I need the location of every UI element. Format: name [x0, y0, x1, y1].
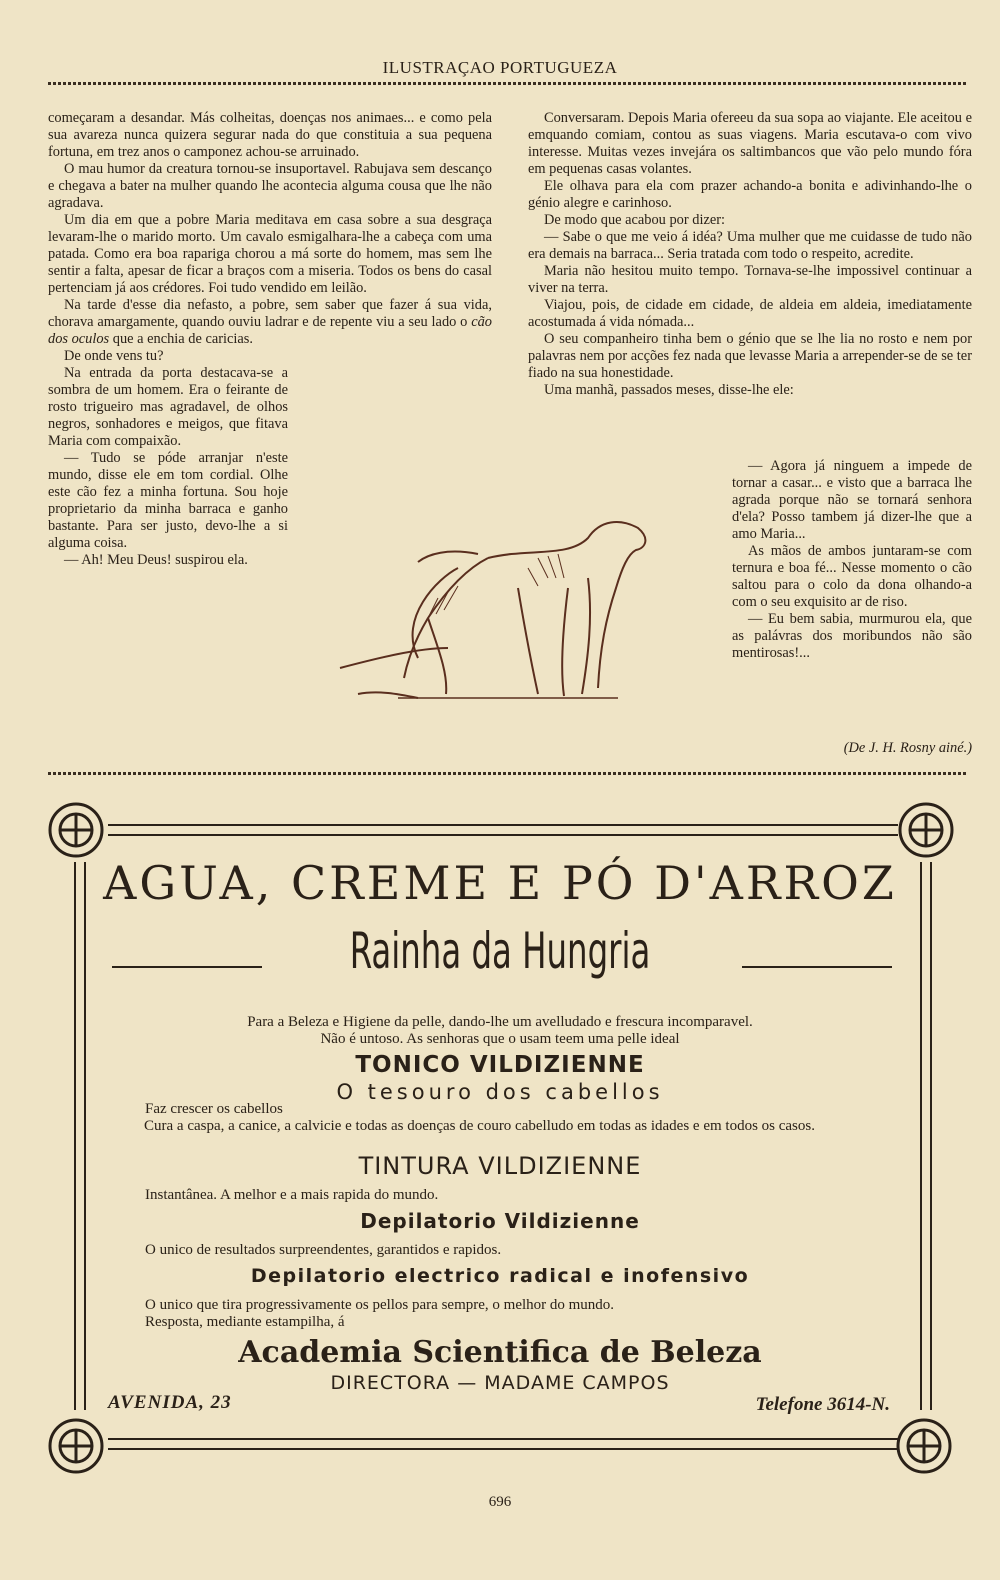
author-credit: (De J. H. Rosny ainé.): [843, 740, 972, 756]
paragraph: Ele olhava para ela com prazer achando-a bonita e adivinhando-lhe o génio alegre e carinhoso.: [528, 178, 972, 211]
paragraph: Maria não hesitou muito tempo. Tornava-se-lhe impossivel continuar a viver na terra.: [528, 263, 972, 296]
top-dotted-rule: [48, 82, 968, 85]
paragraph: De onde vens tu?: [64, 348, 164, 364]
page-number: 696: [488, 1494, 512, 1510]
ad-frame-bottom-line: [108, 1448, 898, 1450]
ad-frame-top-line: [108, 834, 898, 836]
ad-title: AGUA, CREME E PÓ D'ARROZ: [103, 856, 897, 910]
paragraph: — Eu bem sabia, murmurou ela, que as palávras dos moribundos não são mentirosas!...: [732, 611, 972, 661]
dog-illustration: [338, 498, 658, 718]
paragraph: [48, 297, 492, 348]
ad-line: Não é untoso. As senhoras que o usam teem uma pelle ideal: [320, 1031, 680, 1047]
product-title-depilatorio-electrico: Depilatorio electrico radical e inofensivo: [250, 1265, 750, 1287]
paragraph-text: Na tarde d'esse dia nefasto, a pobre, sem saber que fazer á sua vida, chorava amargamente, quando ouviu ladrar e de repente viu a seu lado o: [48, 297, 492, 330]
ad-line: Faz crescer os cabellos: [145, 1101, 283, 1117]
article-column-right: [528, 110, 972, 756]
corner-ornament-icon: [894, 1416, 954, 1476]
ad-frame-left-line: [84, 862, 86, 1410]
product-subtitle-tonico: O tesouro dos cabellos: [336, 1080, 664, 1104]
narrow-block: [732, 458, 972, 662]
ad-frame-top-line: [108, 824, 898, 826]
paragraph: De modo que acabou por dizer:: [544, 212, 726, 228]
paragraph: As mãos de ambos juntaram-se com ternura e boa fé... Nesse momento o cão saltou para o colo da dona olhando-a com o seu exquisito ar de riso.: [732, 543, 972, 610]
ad-line: O unico que tira progressivamente os pellos para sempre, o melhor do mundo.: [145, 1297, 615, 1313]
ad-frame-right-line: [930, 862, 932, 1410]
ad-line: O unico de resultados surpreendentes, garantidos e rapidos.: [145, 1242, 502, 1258]
ad-frame-right-line: [920, 862, 922, 1410]
paragraph-text: que a enchia de caricias.: [112, 331, 254, 347]
directora-line: DIRECTORA — MADAME CAMPOS: [330, 1372, 670, 1394]
product-title-depilatorio: Depilatorio Vildizienne: [360, 1209, 640, 1233]
phone-number: Telefone 3614-N.: [755, 1394, 890, 1415]
paragraph: — Sabe o que me veio á idéa? Uma mulher que me cuidasse de tudo não era demais na barraca... Seria tratada com todo o respeito, acredite.: [528, 229, 972, 262]
corner-ornament-icon: [46, 800, 106, 860]
paragraph: Viajou, pois, de cidade em cidade, de aldeia em aldeia, imediatamente acostumada á vida nómada...: [528, 297, 972, 330]
academia-title: Academia Scientifica de Beleza: [238, 1335, 762, 1370]
paragraph: O seu companheiro tinha bem o génio que se lhe lia no rosto e nem por palavras nem por acções fez nada que levasse Maria a arrepender-se de se ter fiado na sua honestidade.: [528, 331, 972, 381]
paragraph: — Tudo se póde arranjar n'este mundo, disse ele em tom cordial. Olhe este cão fez a minha fortuna. Sou hoje proprietario da minha barraca e ganho bastante. Para ser justo, devo-lhe a si alguma coisa.: [48, 450, 288, 551]
ad-line: Para a Beleza e Higiene da pelle, dando-lhe um avelludado e frescura incomparavel.: [247, 1014, 753, 1030]
ad-line: Resposta, mediante estampilha, á: [145, 1314, 345, 1330]
paragraph: começaram a desandar. Más colheitas, doenças nos animaes... e como pela sua avareza nunca quizera segurar nada do que constituia a sua pequena fortuna, em trez anos o camponez achou-se arruinado.: [48, 110, 492, 160]
address: AVENIDA, 23: [108, 1392, 232, 1413]
paragraph: — Agora já ninguem a impede de tornar a casar... e visto que a barraca lhe agrada porque não se tornará senhora d'ela? Posso tambem já dizer-lhe que a amo Maria...: [732, 458, 972, 542]
ad-subtitle: Rainha da Hungria: [349, 922, 651, 980]
ad-line: Cura a caspa, a canice, a calvicie e todas as doenças de couro cabelludo em todas as idades e em todos os casos.: [144, 1118, 815, 1134]
paragraph: O mau humor da creatura tornou-se insuportavel. Rabujava sem descanço e chegava a bater na mulher quando lhe acontecia alguma cousa que lhe não agradava.: [48, 161, 492, 211]
ad-frame-bottom-line: [108, 1438, 898, 1440]
running-header: ILUSTRAÇAO PORTUGUEZA: [382, 58, 618, 77]
dog-name: cão dos oculos: [48, 314, 492, 347]
paragraph: Um dia em que a pobre Maria meditava em casa sobre a sua desgraça levaram-lhe o marido morto. Um cavalo esmigalhara-lhe a cabeça com uma patada. Como era boa rapariga chorou a má sorte do homem, mas sem lhe sentir a falta, apesar de ficar a braços com a miseria. Todos os bens do casal pertenciam já aos crédores. Foi tudo vendido em leilão.: [48, 212, 492, 296]
paragraph: — Ah! Meu Deus! suspirou ela.: [64, 552, 248, 568]
corner-ornament-icon: [896, 800, 956, 860]
bottom-dotted-rule: [48, 772, 968, 775]
product-title-tintura: TINTURA VILDIZIENNE: [358, 1152, 642, 1180]
ad-frame-left-line: [74, 862, 76, 1410]
paragraph: Conversaram. Depois Maria ofereeu da sua sopa ao viajante. Ele aceitou e emquando comiam, contou as suas viagens. Maria escutava-o com vivo interesse. Muitas vezes invejára os saltimbancos que vão pelo mundo fóra em pequenas casas volantes.: [528, 110, 972, 177]
corner-ornament-icon: [46, 1416, 106, 1476]
ad-line: Instantânea. A melhor e a mais rapida do mundo.: [145, 1187, 439, 1203]
paragraph: Na entrada da porta destacava-se a sombra de um homem. Era o feirante de rosto trigueiro mas agradavel, de olhos negros, sonhadores e meigos, que fitava Maria com compaixão.: [48, 365, 288, 449]
product-title-tonico: TONICO VILDIZIENNE: [355, 1052, 645, 1078]
narrow-block: [48, 365, 288, 569]
paragraph: Uma manhã, passados meses, disse-lhe ele:: [544, 382, 794, 398]
